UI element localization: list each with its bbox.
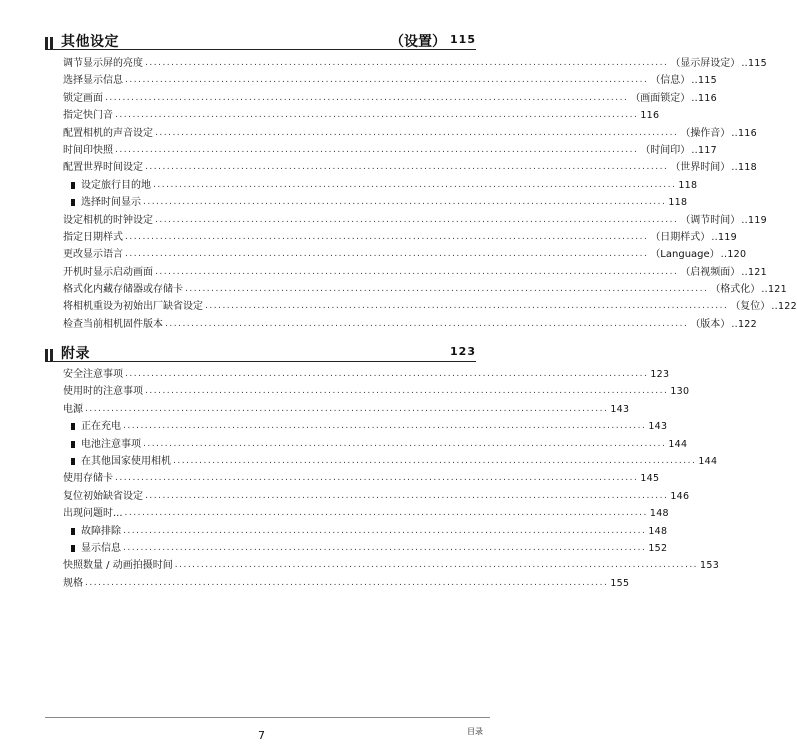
leader-dots: ........................................................................................................................ [115,144,639,155]
toc-entry-tag: （版本） [690,318,731,330]
toc-entry-page: 115 [697,75,717,87]
toc-subentry[interactable] [63,194,688,211]
section-tag: （设置） [390,34,446,50]
leader-dots: ........................................................................................................................ [155,214,679,225]
leader-dots: ........................................................................................................................ [165,318,689,329]
toc-entry-label: 配置相机的声音设定 [63,127,153,139]
toc-entry[interactable] [63,470,660,487]
footer-label: 目录 [467,727,483,736]
footer-divider [45,717,490,718]
leader-dots: .. [711,231,718,243]
toc-entry-label: 使用存储卡 [63,473,113,485]
leader-dots: ........................................................................................................................ [145,386,669,397]
toc-entry-page: 148 [648,525,668,537]
toc-entry[interactable] [63,142,717,159]
toc-entry[interactable] [63,505,669,522]
toc-entry-label: 指定日期样式 [63,231,123,243]
toc-entry-tag: （格式化） [710,284,761,296]
toc-entry-label: 故障排除 [81,525,121,537]
toc-entry[interactable] [63,281,787,298]
toc-entry-tag: （Language） [650,249,720,261]
leader-dots: .. [731,318,738,330]
toc-entry[interactable] [63,125,757,142]
section-title: 附录 [61,346,90,362]
toc-entry-page: 123 [650,369,670,380]
toc-entry-page: 130 [670,386,690,398]
toc-entry-page: 122 [777,301,797,313]
toc-entry[interactable] [63,72,717,89]
toc-entry-label: 更改显示语言 [63,249,123,261]
leader-dots: ........................................................................................................................ [155,127,679,138]
toc-entry-page: 148 [649,508,669,520]
toc-entry[interactable] [63,316,757,333]
leader-dots: ........................................................................................................................ [153,179,677,190]
toc-entry-page: 117 [697,144,717,156]
leader-dots: .. [691,75,698,87]
leader-dots: ........................................................................................................................ [173,455,697,466]
leader-dots: ........................................................................................................................ [115,110,639,121]
toc-entry-tag: （调节时间） [680,214,741,226]
section-page: 123 [450,345,476,358]
leader-dots: .. [720,249,728,261]
toc-entry-label: 选择显示信息 [63,75,123,87]
leader-dots: .. [691,92,698,104]
leader-dots: ........................................................................................................................ [85,577,609,588]
toc-entry-page: 144 [698,455,718,467]
bullet-icon [71,528,75,535]
toc-entry-label: 格式化内藏存储器或存储卡 [63,284,183,296]
appendix-toc-list [63,366,720,592]
toc-entry-page: 119 [717,231,737,243]
leader-dots: ........................................................................................................................ [123,525,647,536]
toc-entry[interactable] [63,264,767,281]
toc-entry-label: 选择时间显示 [81,197,141,209]
toc-entry[interactable] [63,90,717,107]
section-title: 其他设定 [61,34,119,50]
toc-entry-label: 时间印快照 [63,144,113,156]
footer-page-number: 7 [258,729,265,742]
toc-entry-label: 配置世界时间设定 [63,162,143,174]
toc-entry-page: 119 [747,214,767,226]
toc-entry-label: 锁定画面 [63,92,103,104]
leader-dots: ........................................................................................................................ [124,508,648,519]
bullet-icon [71,423,75,430]
toc-entry-label: 规格 [63,577,83,589]
toc-entry-tag: （显示屏设定） [670,58,741,69]
toc-entry[interactable] [63,55,767,72]
toc-entry-tag: （画面锁定） [630,92,691,104]
leader-dots: .. [731,162,738,174]
section-marker-icon [45,346,55,365]
toc-entry-tag: （操作音） [680,127,731,139]
toc-entry-page: 118 [668,197,688,209]
leader-dots: .. [771,301,778,313]
toc-entry[interactable] [63,246,747,263]
leader-dots: ........................................................................................................................ [143,197,667,208]
toc-entry-page: 121 [747,266,767,278]
toc-entry-tag: （日期样式） [650,231,711,243]
section-page: 115 [450,33,476,46]
bullet-icon [71,182,75,189]
toc-entry[interactable] [63,229,737,246]
toc-entry-page: 155 [610,577,630,589]
toc-entry-label: 设定相机的时钟设定 [63,214,153,226]
leader-dots: ........................................................................................................................ [125,231,649,242]
toc-entry-tag: （启视频面） [680,266,741,278]
toc-entry-label: 指定快门音 [63,110,113,122]
leader-dots: .. [741,58,748,69]
toc-entry[interactable] [63,212,767,229]
leader-dots: ........................................................................................................................ [123,421,647,432]
toc-entry-label: 开机时显示启动画面 [63,266,153,278]
bullet-icon [71,199,75,206]
toc-entry-label: 检查当前相机固件版本 [63,318,163,330]
toc-entry-page: 145 [640,473,660,485]
toc-entry-label: 安全注意事项 [63,369,123,380]
toc-entry[interactable] [63,107,660,124]
toc-entry-tag: （复位） [730,301,771,313]
toc-entry-label: 复位初始缺省设定 [63,490,143,502]
toc-entry-label: 在其他国家使用相机 [81,455,171,467]
leader-dots: .. [761,284,768,296]
settings-toc-list [63,55,797,333]
toc-entry-label: 出现问题时... [63,508,123,520]
leader-dots: ........................................................................................................................ [115,473,639,484]
toc-entry-label: 正在充电 [81,421,121,433]
leader-dots: .. [691,144,698,156]
toc-entry-tag: （世界时间） [670,162,731,174]
section-header-appendix [45,344,476,362]
toc-entry[interactable] [63,366,670,383]
toc-subentry[interactable] [63,540,668,557]
section-header-settings [45,32,476,50]
leader-dots: ........................................................................................................................ [145,58,669,68]
leader-dots: ........................................................................................................................ [125,249,649,260]
leader-dots: ........................................................................................................................ [174,560,699,571]
leader-dots: .. [731,127,738,139]
toc-entry[interactable] [63,575,630,592]
leader-dots: ........................................................................................................................ [205,301,729,312]
toc-entry-page: 116 [737,127,757,139]
bullet-icon [71,458,75,465]
toc-subentry[interactable] [63,418,668,435]
toc-entry[interactable] [63,557,720,574]
leader-dots: ........................................................................................................................ [125,75,649,86]
toc-entry-page: 143 [648,421,668,433]
section-marker-icon [45,34,55,53]
toc-entry-label: 显示信息 [81,542,121,554]
toc-subentry[interactable] [63,177,698,194]
toc-entry-page: 116 [640,110,660,122]
leader-dots: ........................................................................................................................ [105,92,629,103]
bullet-icon [71,441,75,448]
toc-entry[interactable] [63,383,690,400]
toc-subentry[interactable] [63,523,668,540]
toc-entry-page: 153 [700,560,720,572]
toc-entry-tag: （信息） [650,75,691,87]
leader-dots: ........................................................................................................................ [145,490,669,501]
leader-dots: .. [741,266,748,278]
toc-entry-page: 118 [737,162,757,174]
toc-entry[interactable] [63,401,630,418]
toc-entry-page: 118 [678,179,698,191]
toc-entry-page: 144 [668,438,688,450]
toc-subentry[interactable] [63,453,718,470]
toc-entry-label: 电池注意事项 [81,438,141,450]
leader-dots: ........................................................................................................................ [185,284,709,295]
toc-entry-label: 将相机重设为初始出厂缺省设定 [63,301,203,313]
toc-entry-label: 使用时的注意事项 [63,386,143,398]
toc-entry[interactable] [63,298,797,315]
toc-entry[interactable] [63,488,690,505]
toc-entry-tag: （时间印） [640,144,691,156]
toc-entry-page: 152 [648,542,668,554]
toc-entry-label: 快照数量 / 动画拍摄时间 [63,560,173,572]
leader-dots: ........................................................................................................................ [123,542,647,553]
toc-entry-label: 电源 [63,403,83,415]
toc-entry-page: 122 [737,318,757,330]
toc-entry-label: 调节显示屏的亮度 [63,58,143,69]
toc-entry-page: 121 [767,284,787,296]
toc-entry-label: 设定旅行目的地 [81,179,151,191]
toc-entry-page: 146 [670,490,690,502]
leader-dots: ........................................................................................................................ [143,438,667,449]
bullet-icon [71,545,75,552]
leader-dots: ........................................................................................................................ [125,369,649,379]
toc-entry-page: 120 [727,249,747,261]
toc-entry[interactable] [63,159,757,176]
toc-entry-page: 143 [610,403,630,415]
toc-entry-page: 116 [697,92,717,104]
leader-dots: ........................................................................................................................ [85,403,609,414]
leader-dots: ........................................................................................................................ [145,162,669,173]
toc-subentry[interactable] [63,436,688,453]
toc-entry-page: 115 [747,58,767,69]
leader-dots: .. [741,214,748,226]
leader-dots: ........................................................................................................................ [155,266,679,277]
